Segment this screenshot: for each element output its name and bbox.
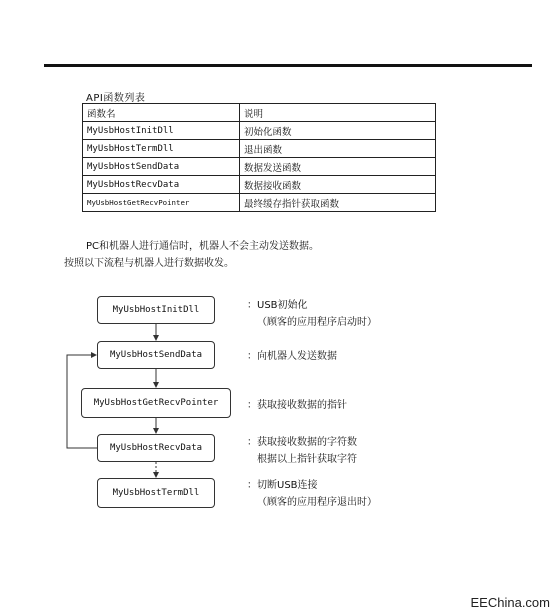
header-function-name: 函数名	[83, 104, 240, 122]
function-name-cell: MyUsbHostTermDll	[83, 140, 240, 158]
description-cell: 初始化函数	[240, 122, 436, 140]
step-init-box: MyUsbHostInitDll	[97, 296, 215, 324]
step-init-subnote: （顾客的应用程序启动时）	[257, 317, 377, 328]
step-get-pointer-box: MyUsbHostGetRecvPointer	[81, 388, 231, 418]
watermark: EEChina.com	[470, 595, 550, 610]
step-get-pointer-note: ：获取接收数据的指针	[247, 400, 347, 411]
step-recv-box: MyUsbHostRecvData	[97, 434, 215, 462]
step-recv-note: ：获取接收数据的字符数	[247, 437, 357, 448]
step-term-subnote: （顾客的应用程序退出时）	[257, 497, 377, 508]
step-term-box: MyUsbHostTermDll	[97, 478, 215, 508]
paragraph-procedure: 按照以下流程与机器人进行数据收发。	[64, 258, 234, 269]
function-name-cell: MyUsbHostSendData	[83, 158, 240, 176]
description-cell: 数据发送函数	[240, 158, 436, 176]
function-name-cell: MyUsbHostInitDll	[83, 122, 240, 140]
step-send-note: ：向机器人发送数据	[247, 351, 337, 362]
function-name-cell: MyUsbHostGetRecvPointer	[83, 194, 240, 212]
header-description: 说明	[240, 104, 436, 122]
description-cell: 最终缓存指针获取函数	[240, 194, 436, 212]
table-title: API函数列表	[86, 93, 146, 104]
step-term-note: ：切断USB连接	[247, 480, 318, 491]
description-cell: 退出函数	[240, 140, 436, 158]
step-init-note: ：USB初始化	[247, 300, 308, 311]
step-send-box: MyUsbHostSendData	[97, 341, 215, 369]
description-cell: 数据接收函数	[240, 176, 436, 194]
paragraph-communication: PC和机器人进行通信时，机器人不会主动发送数据。	[86, 241, 320, 252]
step-recv-subnote: 根据以上指针获取字符	[257, 454, 357, 465]
function-name-cell: MyUsbHostRecvData	[83, 176, 240, 194]
